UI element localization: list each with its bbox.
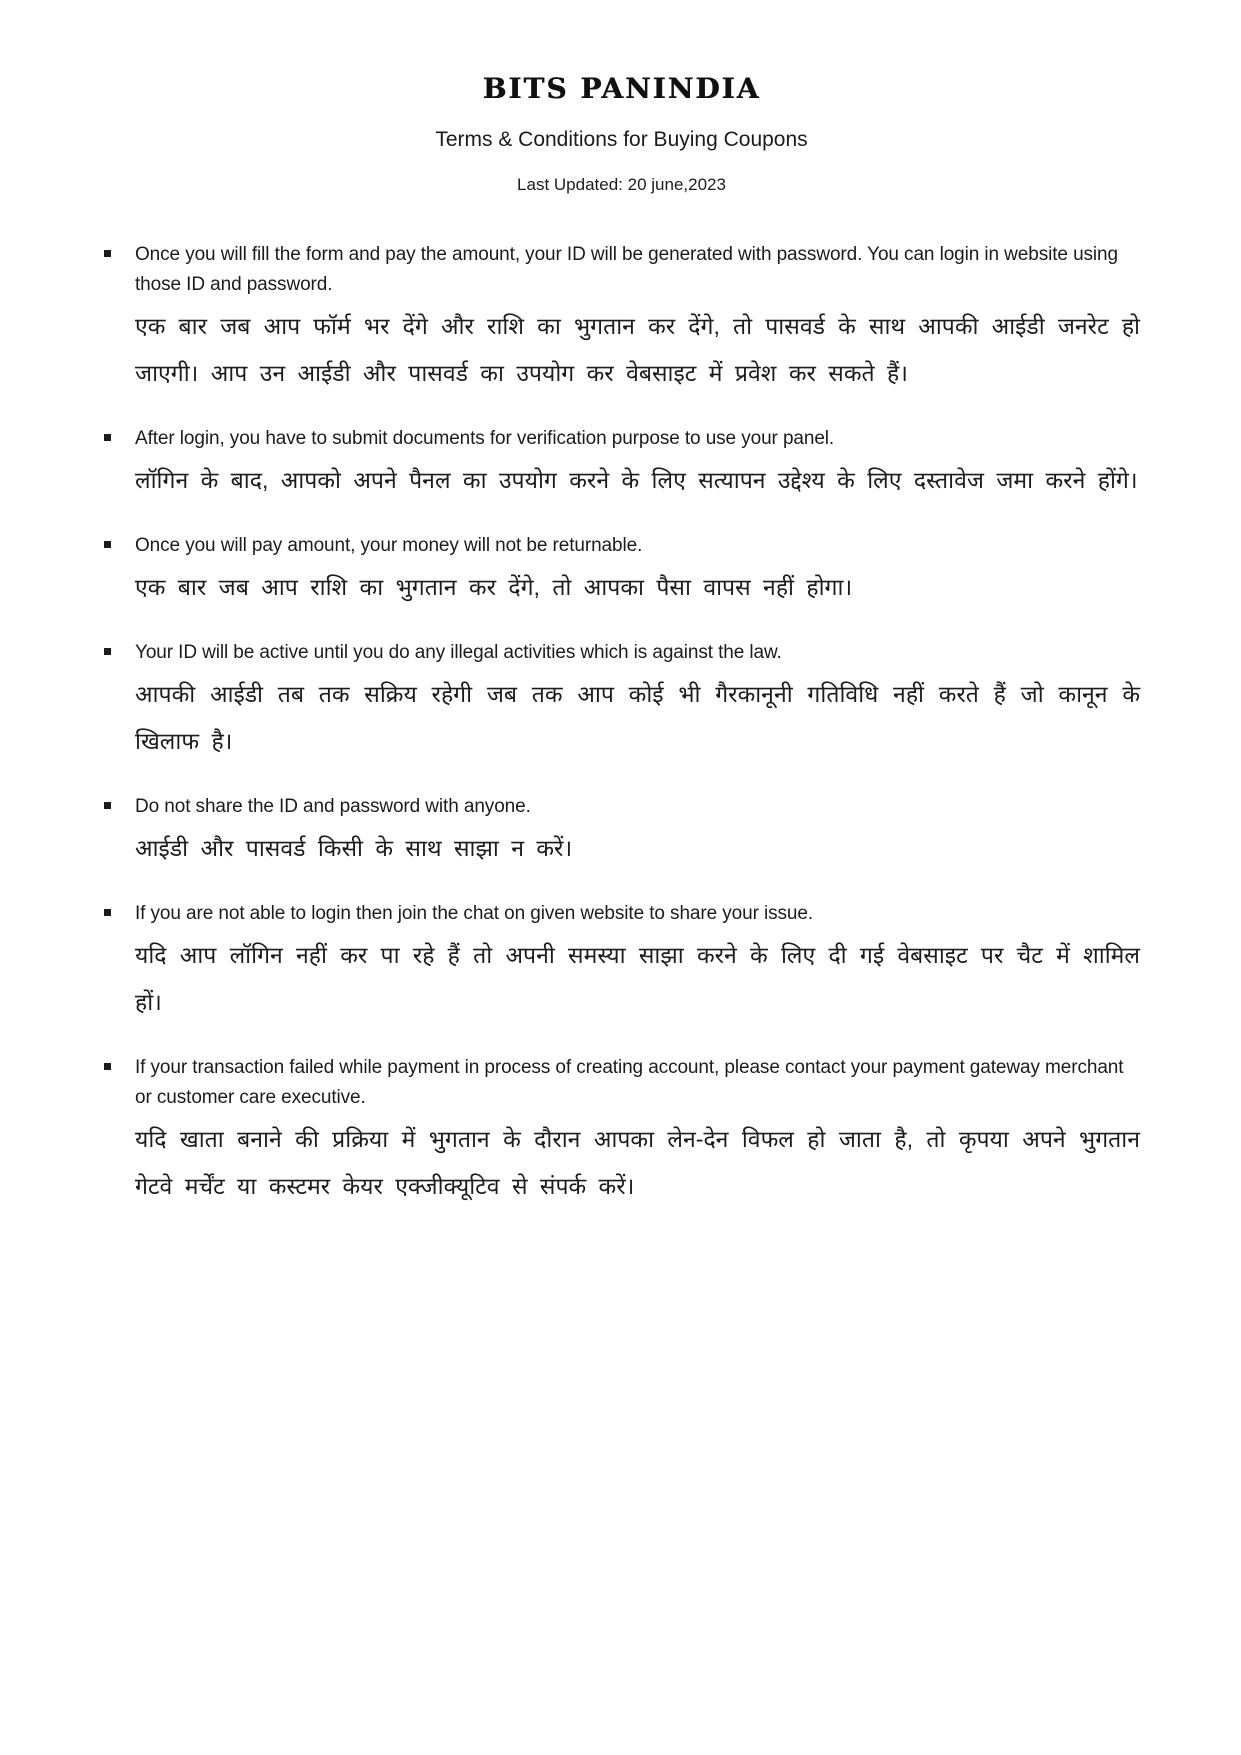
bullet-square-icon [104, 802, 111, 809]
bullet-square-icon [104, 1063, 111, 1070]
page-title: BITS PANINDIA [482, 72, 761, 105]
bullet-square-icon [104, 434, 111, 441]
term-text-hindi: एक बार जब आप फॉर्म भर देंगे और राशि का भुगतान कर देंगे, तो पासवर्ड के साथ आपकी आईडी जनरेट हो जाएगी। आप उन आईडी और पासवर्ड का उपयोग कर वेबसाइट में प्रवेश कर सकते हैं। [135, 313, 1140, 386]
term-item [103, 638, 1140, 765]
term-text-hindi: लॉगिन के बाद, आपको अपने पैनल का उपयोग करने के लिए सत्यापन उद्देश्य के लिए दस्तावेज जमा करने होंगे। [135, 467, 1138, 493]
term-text-hindi: आपकी आईडी तब तक सक्रिय रहेगी जब तक आप कोई भी गैरकानूनी गतिविधि नहीं करते हैं जो कानून के खिलाफ है। [135, 681, 1140, 754]
term-item [103, 792, 1140, 872]
bullet-square-icon [104, 648, 111, 655]
term-text-hindi: यदि आप लॉगिन नहीं कर पा रहे हैं तो अपनी समस्या साझा करने के लिए दी गई वेबसाइट पर चैट में शामिल हों। [135, 942, 1140, 1015]
term-item [103, 424, 1140, 504]
term-text-hindi: एक बार जब आप राशि का भुगतान कर देंगे, तो आपका पैसा वापस नहीं होगा। [135, 574, 853, 600]
term-text-hindi: आईडी और पासवर्ड किसी के साथ साझा न करें। [135, 835, 573, 861]
term-text-english: Once you will pay amount, your money will not be returnable. [135, 535, 643, 556]
term-text-english: Do not share the ID and password with anyone. [135, 796, 531, 817]
terms-list [103, 240, 1140, 1210]
term-text-english: After login, you have to submit documents for verification purpose to use your panel. [135, 428, 835, 449]
term-item [103, 1053, 1140, 1210]
term-text-english: Your ID will be active until you do any illegal activities which is against the law. [135, 642, 782, 663]
term-item [103, 240, 1140, 397]
page-subtitle: Terms & Conditions for Buying Coupons [435, 128, 808, 151]
bullet-square-icon [104, 541, 111, 548]
bullet-square-icon [104, 909, 111, 916]
last-updated-text: Last Updated: 20 june,2023 [517, 175, 726, 194]
term-item [103, 531, 1140, 611]
term-item [103, 899, 1140, 1026]
term-text-english: If you are not able to login then join the chat on given website to share your issue. [135, 903, 814, 924]
term-text-english: If your transaction failed while payment in process of creating account, please contact your payment gateway merchant or customer care executive. [135, 1057, 1124, 1108]
bullet-square-icon [104, 250, 111, 257]
term-text-hindi: यदि खाता बनाने की प्रक्रिया में भुगतान के दौरान आपका लेन-देन विफल हो जाता है, तो कृपया अपने भुगतान गेटवे मर्चेंट या कस्टमर केयर एक्जीक्यूटिव से संपर्क करें। [135, 1126, 1140, 1199]
term-text-english: Once you will fill the form and pay the amount, your ID will be generated with password. You can login in website using those ID and password. [135, 244, 1118, 295]
